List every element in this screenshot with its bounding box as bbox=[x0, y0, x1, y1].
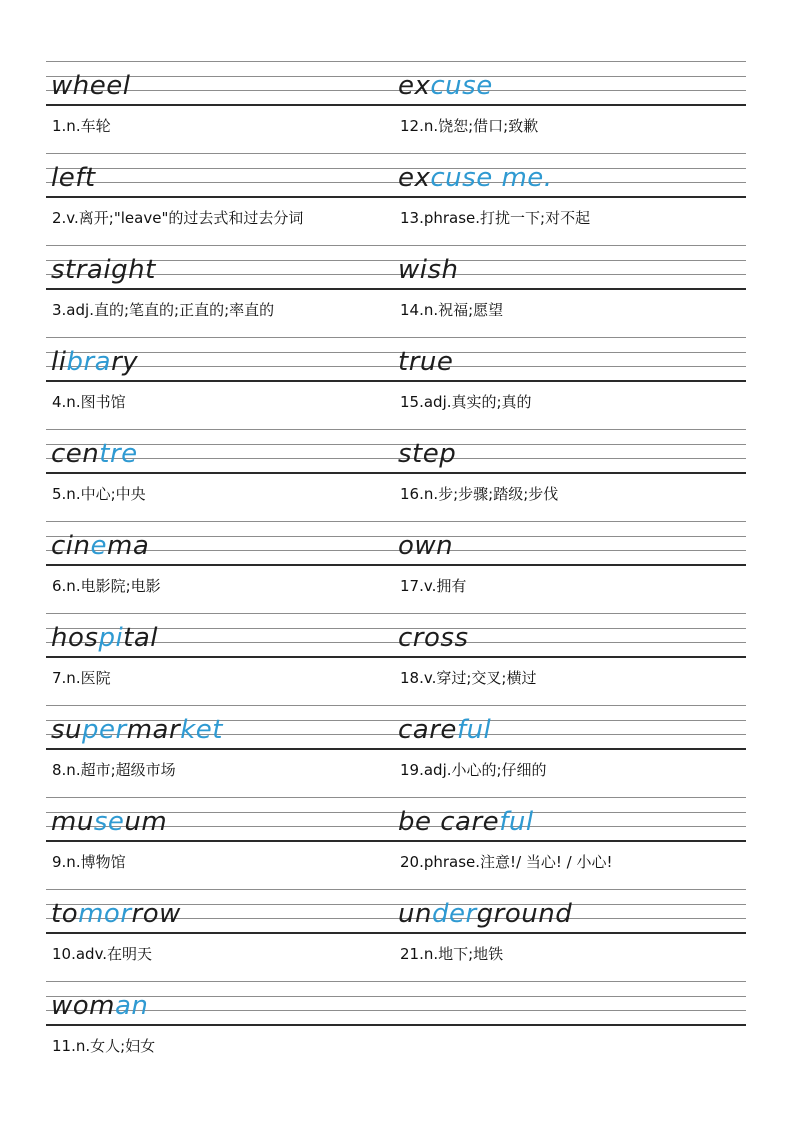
vocab-row bbox=[0, 153, 793, 245]
word-segment: ex bbox=[398, 71, 431, 101]
vocab-word-left bbox=[51, 987, 148, 1025]
vocab-word-right bbox=[398, 527, 453, 565]
guide-line-top bbox=[46, 613, 746, 614]
definition-left: 1.n.车轮 bbox=[52, 117, 111, 135]
definition-left: 11.n.女人;妇女 bbox=[52, 1037, 156, 1055]
guide-baseline bbox=[46, 1024, 746, 1026]
word-segment: su bbox=[51, 715, 83, 745]
guide-line-upper bbox=[46, 76, 746, 77]
guide-line-top bbox=[46, 797, 746, 798]
word-segment: tal bbox=[123, 623, 159, 653]
vocab-word-right bbox=[398, 711, 491, 749]
word-segment: ry bbox=[111, 347, 139, 377]
word-segment-highlight: ful bbox=[456, 715, 492, 745]
word-segment: straight bbox=[51, 255, 156, 285]
vocab-word-right bbox=[398, 803, 534, 841]
word-segment-highlight: pi bbox=[98, 623, 124, 653]
guide-baseline bbox=[46, 104, 746, 106]
word-segment-highlight: ful bbox=[499, 807, 534, 837]
definition-left: 8.n.超市;超级市场 bbox=[52, 761, 176, 779]
word-segment: row bbox=[131, 899, 181, 929]
guide-line-lower bbox=[46, 90, 746, 91]
definition-left: 9.n.博物馆 bbox=[52, 853, 126, 871]
vocab-word-left bbox=[51, 343, 138, 381]
word-segment: hos bbox=[51, 623, 99, 653]
vocab-row bbox=[0, 705, 793, 797]
word-segment: step bbox=[398, 439, 457, 469]
word-segment: cen bbox=[51, 439, 100, 469]
word-segment-highlight: e bbox=[90, 531, 107, 561]
word-segment: ma bbox=[107, 531, 150, 561]
definition-right: 18.v.穿过;交叉;横过 bbox=[400, 669, 537, 687]
word-segment-highlight: bra bbox=[66, 347, 112, 377]
definition-left: 7.n.医院 bbox=[52, 669, 111, 687]
guide-line-top bbox=[46, 889, 746, 890]
definition-right: 12.n.饶恕;借口;致歉 bbox=[400, 117, 539, 135]
word-segment-highlight: an bbox=[115, 991, 149, 1021]
word-segment-highlight: ket bbox=[180, 715, 223, 745]
word-segment: wheel bbox=[51, 71, 131, 101]
definition-right: 13.phrase.打扰一下;对不起 bbox=[400, 209, 591, 227]
vocab-row bbox=[0, 61, 793, 153]
vocab-word-right bbox=[398, 435, 456, 473]
guide-line-upper bbox=[46, 996, 746, 997]
guide-line-lower bbox=[46, 366, 746, 367]
guide-line-lower bbox=[46, 458, 746, 459]
vocab-word-right bbox=[398, 251, 459, 289]
vocab-word-left bbox=[51, 803, 167, 841]
word-segment: left bbox=[51, 163, 96, 193]
vocab-word-left bbox=[51, 711, 223, 749]
word-segment: wish bbox=[398, 255, 459, 285]
vocab-row bbox=[0, 245, 793, 337]
definition-right: 20.phrase.注意!/ 当心! / 小心! bbox=[400, 853, 613, 871]
guide-line-lower bbox=[46, 1010, 746, 1011]
guide-line-top bbox=[46, 705, 746, 706]
definition-right: 21.n.地下;地铁 bbox=[400, 945, 504, 963]
definition-left: 10.adv.在明天 bbox=[52, 945, 153, 963]
word-segment: cin bbox=[51, 531, 91, 561]
word-segment-highlight: der bbox=[431, 899, 477, 929]
guide-line-top bbox=[46, 521, 746, 522]
vocab-row bbox=[0, 337, 793, 429]
guide-line-upper bbox=[46, 444, 746, 445]
definition-right: 16.n.步;步骤;踏级;步伐 bbox=[400, 485, 559, 503]
definition-right: 15.adj.真实的;真的 bbox=[400, 393, 532, 411]
vocab-word-right bbox=[398, 67, 493, 105]
vocab-row bbox=[0, 429, 793, 521]
word-segment: um bbox=[124, 807, 168, 837]
guide-line-top bbox=[46, 337, 746, 338]
guide-line-upper bbox=[46, 352, 746, 353]
word-segment: cross bbox=[398, 623, 469, 653]
definition-left: 4.n.图书馆 bbox=[52, 393, 126, 411]
word-segment: li bbox=[51, 347, 67, 377]
guide-line-lower bbox=[46, 182, 746, 183]
definition-left: 5.n.中心;中央 bbox=[52, 485, 146, 503]
vocab-word-right bbox=[398, 619, 468, 657]
word-segment-highlight: per bbox=[82, 715, 127, 745]
vocab-row bbox=[0, 521, 793, 613]
vocab-word-left bbox=[51, 527, 149, 565]
guide-baseline bbox=[46, 196, 746, 198]
vocab-word-left bbox=[51, 435, 138, 473]
word-segment-highlight: tre bbox=[99, 439, 138, 469]
vocab-word-left bbox=[51, 895, 181, 933]
word-segment: own bbox=[398, 531, 454, 561]
word-segment: wom bbox=[51, 991, 115, 1021]
definition-left: 2.v.离开;"leave"的过去式和过去分词 bbox=[52, 209, 304, 227]
guide-line-upper bbox=[46, 536, 746, 537]
definition-right: 17.v.拥有 bbox=[400, 577, 467, 595]
word-segment: ground bbox=[476, 899, 573, 929]
vocab-row bbox=[0, 613, 793, 705]
word-segment-highlight: cuse bbox=[430, 71, 493, 101]
definition-right: 14.n.祝福;愿望 bbox=[400, 301, 504, 319]
word-segment: ex bbox=[398, 163, 431, 193]
guide-baseline bbox=[46, 380, 746, 382]
word-segment-highlight: se bbox=[93, 807, 125, 837]
vocab-row bbox=[0, 981, 793, 1073]
vocab-word-left bbox=[51, 67, 130, 105]
definition-left: 6.n.电影院;电影 bbox=[52, 577, 161, 595]
word-segment: mu bbox=[51, 807, 94, 837]
vocab-word-left bbox=[51, 159, 96, 197]
guide-line-top bbox=[46, 981, 746, 982]
guide-line-top bbox=[46, 245, 746, 246]
vocab-row bbox=[0, 889, 793, 981]
word-segment: to bbox=[51, 899, 79, 929]
guide-line-top bbox=[46, 153, 746, 154]
guide-line-upper bbox=[46, 168, 746, 169]
word-segment: care bbox=[398, 715, 457, 745]
guide-baseline bbox=[46, 472, 746, 474]
vocab-word-right bbox=[398, 343, 453, 381]
vocab-word-right bbox=[398, 895, 572, 933]
word-segment: true bbox=[398, 347, 454, 377]
guide-line-top bbox=[46, 61, 746, 62]
word-segment: un bbox=[398, 899, 432, 929]
vocab-word-left bbox=[51, 619, 158, 657]
vocab-word-left bbox=[51, 251, 156, 289]
guide-line-top bbox=[46, 429, 746, 430]
definition-left: 3.adj.直的;笔直的;正直的;率直的 bbox=[52, 301, 275, 319]
word-segment: mar bbox=[126, 715, 181, 745]
word-segment: be care bbox=[398, 807, 500, 837]
vocab-row bbox=[0, 797, 793, 889]
guide-line-lower bbox=[46, 550, 746, 551]
guide-baseline bbox=[46, 564, 746, 566]
word-segment-highlight: mor bbox=[78, 899, 132, 929]
word-segment-highlight: cuse me. bbox=[430, 163, 553, 193]
definition-right: 19.adj.小心的;仔细的 bbox=[400, 761, 547, 779]
vocab-word-right bbox=[398, 159, 553, 197]
